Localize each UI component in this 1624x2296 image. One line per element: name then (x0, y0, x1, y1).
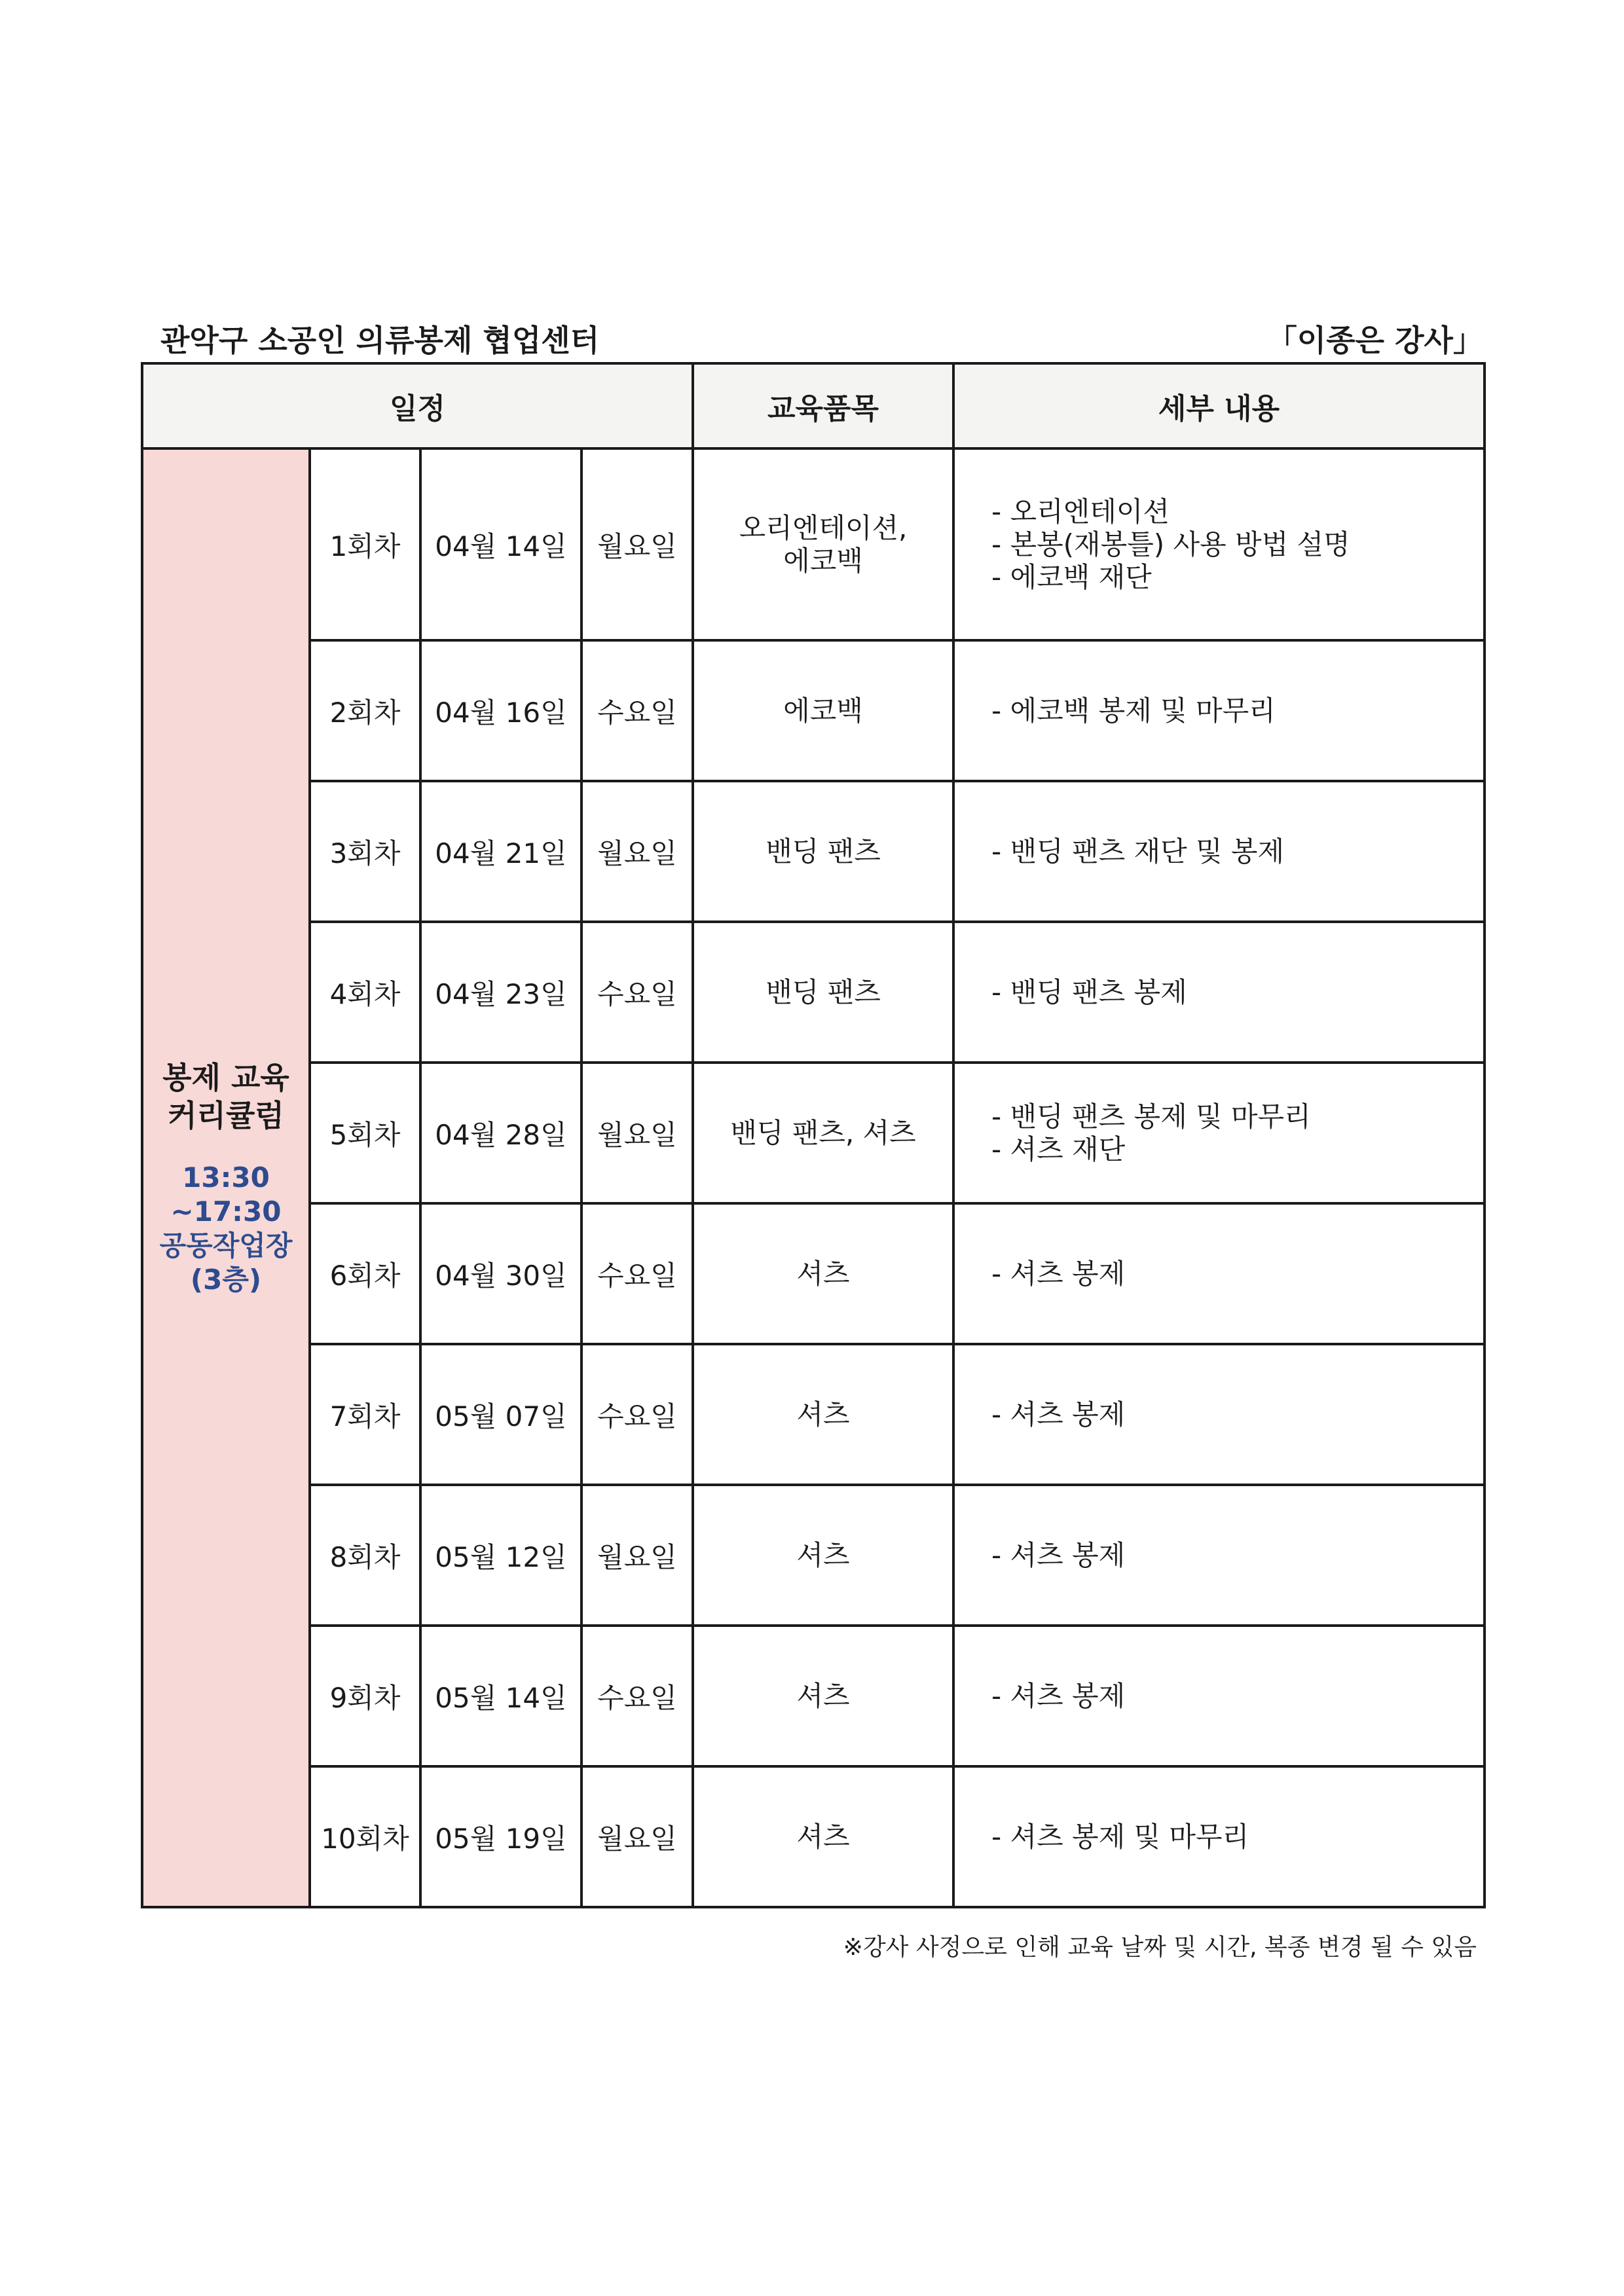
detail-cell (953, 640, 1485, 781)
detail-line: - 셔츠 재단 (991, 1133, 1126, 1165)
curriculum-title-line: 봉제 교육 (162, 1060, 289, 1095)
day-cell: 수요일 (581, 1203, 693, 1344)
item-cell (693, 1485, 953, 1626)
item-line: 밴딩 팬츠, 셔츠 (730, 1116, 916, 1149)
item-line: 셔츠 (796, 1539, 850, 1571)
day-cell: 월요일 (581, 1485, 693, 1626)
session-cell: 10회차 (310, 1766, 420, 1907)
session-cell: 1회차 (310, 448, 420, 640)
detail-cell (953, 448, 1485, 640)
header-schedule: 일정 (142, 363, 693, 448)
detail-cell (953, 781, 1485, 922)
header-item: 교육품목 (693, 363, 953, 448)
detail-cell (953, 1766, 1485, 1907)
date-cell: 05월 12일 (420, 1485, 581, 1626)
footnote: ※강사 사정으로 인해 교육 날짜 및 시간, 복종 변경 될 수 있음 (843, 1934, 1477, 1961)
table-row (142, 781, 1485, 922)
detail-line: - 밴딩 팬츠 봉제 (991, 975, 1187, 1008)
date-cell: 05월 07일 (420, 1344, 581, 1485)
day-cell: 월요일 (581, 781, 693, 922)
date-cell: 04월 16일 (420, 640, 581, 781)
time-end: ~17:30 (170, 1195, 282, 1228)
detail-line: - 셔츠 봉제 (991, 1398, 1126, 1430)
table-row (142, 1485, 1485, 1626)
session-cell: 4회차 (310, 922, 420, 1063)
table-row (142, 1626, 1485, 1766)
curriculum-title-line: 커리큘럼 (168, 1098, 284, 1133)
detail-line: - 셔츠 봉제 (991, 1257, 1126, 1290)
table-row (142, 1063, 1485, 1203)
date-cell: 04월 21일 (420, 781, 581, 922)
schedule-table (141, 362, 1486, 1908)
floor: (3층) (190, 1264, 262, 1296)
session-cell: 8회차 (310, 1485, 420, 1626)
item-line: 에코백 (783, 544, 863, 577)
item-cell (693, 448, 953, 640)
item-cell (693, 1626, 953, 1766)
session-cell: 9회차 (310, 1626, 420, 1766)
header-detail: 세부 내용 (953, 363, 1485, 448)
item-cell (693, 1203, 953, 1344)
table-row (142, 448, 1485, 640)
detail-cell (953, 1063, 1485, 1203)
session-cell: 6회차 (310, 1203, 420, 1344)
session-cell: 2회차 (310, 640, 420, 781)
schedule-body (142, 448, 1485, 1907)
day-cell: 월요일 (581, 1766, 693, 1907)
table-row (142, 1203, 1485, 1344)
date-cell: 04월 28일 (420, 1063, 581, 1203)
detail-cell (953, 922, 1485, 1063)
detail-cell (953, 1626, 1485, 1766)
item-line: 에코백 (783, 694, 863, 727)
time-start: 13:30 (182, 1161, 270, 1194)
detail-line: - 셔츠 봉제 및 마무리 (991, 1820, 1249, 1853)
item-line: 셔츠 (796, 1820, 850, 1853)
curriculum-cell (142, 448, 310, 1907)
day-cell: 월요일 (581, 1063, 693, 1203)
item-cell (693, 781, 953, 922)
table-row (142, 1766, 1485, 1907)
curriculum-title (147, 1059, 304, 1135)
table-row (142, 640, 1485, 781)
session-cell: 3회차 (310, 781, 420, 922)
item-cell (693, 1063, 953, 1203)
date-cell: 04월 14일 (420, 448, 581, 640)
detail-line: - 오리엔테이션 (991, 495, 1170, 528)
table-row (142, 922, 1485, 1063)
day-cell: 수요일 (581, 1344, 693, 1485)
item-line: 밴딩 팬츠 (766, 975, 881, 1008)
item-line: 셔츠 (796, 1257, 850, 1290)
detail-cell (953, 1485, 1485, 1626)
table-row (142, 1344, 1485, 1485)
item-cell (693, 922, 953, 1063)
detail-cell (953, 1203, 1485, 1344)
day-cell: 월요일 (581, 448, 693, 640)
location: 공동작업장 (159, 1230, 293, 1262)
item-line: 셔츠 (796, 1679, 850, 1712)
item-cell (693, 1766, 953, 1907)
detail-line: - 밴딩 팬츠 봉제 및 마무리 (991, 1100, 1311, 1133)
item-line: 오리엔테이션, (739, 511, 908, 544)
detail-line: - 셔츠 봉제 (991, 1679, 1126, 1712)
curriculum-time-location (147, 1161, 304, 1297)
table-header-row (142, 363, 1485, 448)
date-cell: 04월 23일 (420, 922, 581, 1063)
session-cell: 5회차 (310, 1063, 420, 1203)
instructor-name: 「이종은 강사」 (1266, 323, 1483, 358)
day-cell: 수요일 (581, 640, 693, 781)
document-header (141, 313, 1483, 359)
item-line: 셔츠 (796, 1398, 850, 1430)
detail-line: - 본봉(재봉틀) 사용 방법 설명 (991, 528, 1350, 560)
day-cell: 수요일 (581, 922, 693, 1063)
detail-line: - 에코백 봉제 및 마무리 (991, 694, 1276, 727)
item-cell (693, 640, 953, 781)
date-cell: 04월 30일 (420, 1203, 581, 1344)
detail-line: - 셔츠 봉제 (991, 1539, 1126, 1571)
org-title: 관악구 소공인 의류봉제 협업센터 (160, 323, 600, 358)
item-line: 밴딩 팬츠 (766, 835, 881, 867)
detail-cell (953, 1344, 1485, 1485)
detail-line: - 에코백 재단 (991, 560, 1152, 593)
date-cell: 05월 19일 (420, 1766, 581, 1907)
detail-line: - 밴딩 팬츠 재단 및 봉제 (991, 835, 1285, 867)
date-cell: 05월 14일 (420, 1626, 581, 1766)
session-cell: 7회차 (310, 1344, 420, 1485)
item-cell (693, 1344, 953, 1485)
day-cell: 수요일 (581, 1626, 693, 1766)
